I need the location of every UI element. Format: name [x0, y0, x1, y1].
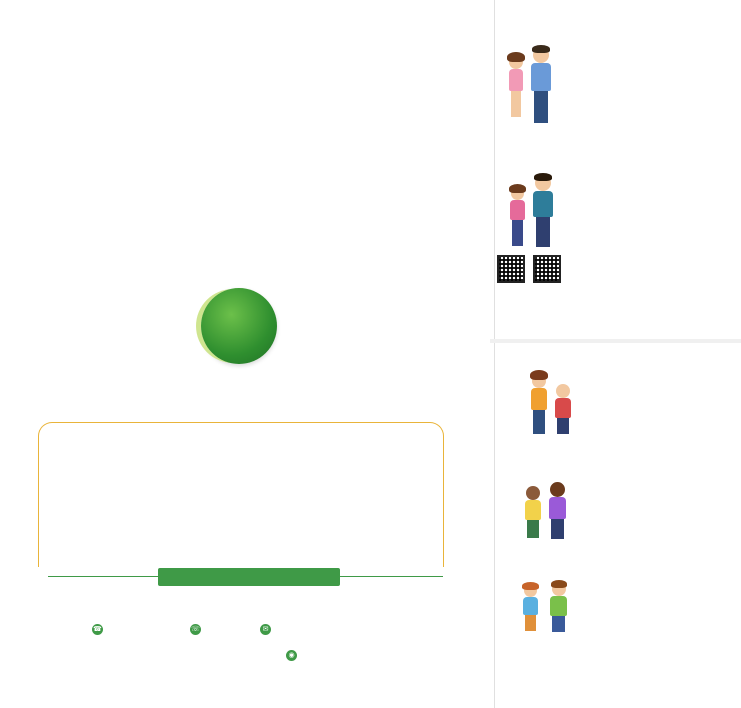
volume-badge — [201, 288, 277, 364]
kids-illustration — [522, 480, 574, 540]
phone-icon: ☎ — [93, 624, 102, 633]
web-contact[interactable] — [286, 648, 301, 662]
publisher-label — [158, 568, 340, 586]
volume-number — [201, 288, 277, 364]
pobox-contact — [260, 622, 275, 636]
qr-code[interactable] — [497, 255, 525, 283]
kids-illustration — [505, 175, 565, 250]
site-watermark — [605, 696, 741, 708]
mail-icon: ✉ — [260, 624, 271, 635]
fax-contact — [190, 622, 205, 636]
web-icon: ◉ — [286, 650, 297, 661]
phone-contact — [92, 622, 107, 636]
fax-icon: ☏ — [191, 624, 200, 633]
kids-illustration — [505, 45, 565, 125]
author-team-frame — [38, 422, 444, 567]
kids-illustration — [520, 582, 575, 632]
kids-illustration — [528, 370, 578, 435]
qr-code[interactable] — [533, 255, 561, 283]
